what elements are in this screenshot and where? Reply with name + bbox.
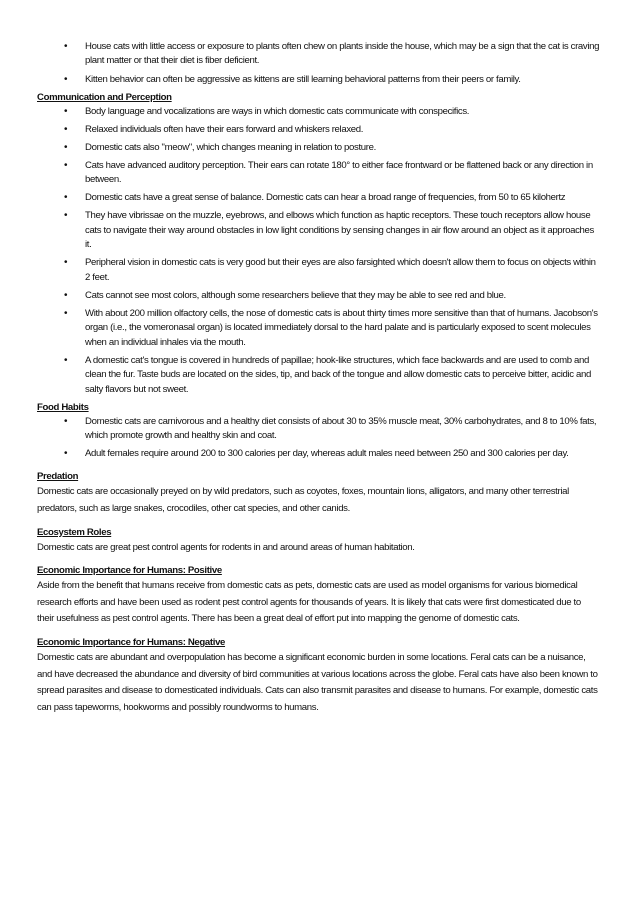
list-item: • Kitten behavior can often be aggressive as kittens are still learning behavioral patterns from their peers or family.	[37, 73, 600, 87]
document-page	[37, 40, 600, 716]
food-bullet-list	[37, 415, 600, 462]
predation-paragraph: Domestic cats are occasionally preyed on by wild predators, such as coyotes, foxes, mountain lions, alligators, and many other terrestrial predators, such as large snakes, crocodiles, other cat species, and other canids.	[37, 486, 569, 514]
list-item: • Relaxed individuals often have their ears forward and whiskers relaxed.	[37, 123, 600, 137]
list-item: • Domestic cats also "meow", which changes meaning in relation to posture.	[37, 141, 600, 155]
list-item: • Body language and vocalizations are ways in which domestic cats communicate with conspecifics.	[37, 105, 600, 119]
list-item: • Adult females require around 200 to 300 calories per day, whereas adult males need between 250 and 300 calories per day.	[37, 447, 600, 461]
list-item: • Cats cannot see most colors, although some researchers believe that they may be able to see red and blue.	[37, 289, 600, 303]
economic-negative-paragraph: Domestic cats are abundant and overpopulation has become a significant economic burden in some locations. Feral cats can be a nuisance, and have decreased the abundance and diversity of bird communities at various locations across the globe. Feral cats have also been known to spread parasites and disease to domesticated individuals. Cats can also transmit parasites and disease to humans. For example, domestic cats can pass tapeworms, hookworms and possibly roundworms to humans.	[37, 651, 598, 713]
ecosystem-paragraph: Domestic cats are great pest control agents for rodents in and around areas of human habitation.	[37, 541, 415, 553]
list-item: • Domestic cats have a great sense of balance. Domestic cats can hear a broad range of frequencies, from 50 to 65 kilohertz	[37, 191, 600, 205]
list-item: • They have vibrissae on the muzzle, eyebrows, and elbows which function as haptic receptors. These touch receptors allow house cats to navigate their way around obstacles in low light conditions by sensing changes in air flow around an object as it approaches it.	[37, 209, 600, 252]
list-item: • A domestic cat's tongue is covered in hundreds of papillae; hook-like structures, which face backwards and are used to comb and clean the fur. Taste buds are located on the sides, tip, and back of the tongue and allow domestic cats to perceive bitter, acidic and salty flavors but not sweet.	[37, 354, 600, 397]
section-heading-communication: Communication and Perception	[37, 91, 172, 103]
economic-positive-paragraph: Aside from the benefit that humans receive from domestic cats as pets, domestic cats are used as model organisms for various biomedical research efforts and have been used as rodent pest control agents for thousands of years. It is likely that cats were first domesticated due to their usefulness as pest control agents. There has been a great deal of effort put into mapping the genome of domestic cats.	[37, 580, 581, 625]
section-heading-ecosystem-roles: Ecosystem Roles	[37, 526, 112, 538]
list-item: • Peripheral vision in domestic cats is very good but their eyes are also farsighted which doesn't allow them to focus on objects within 2 feet.	[37, 256, 600, 285]
list-item: • Cats have advanced auditory perception. Their ears can rotate 180° to either face frontward or be flattened back or any direction in between.	[37, 159, 600, 188]
section-heading-economic-negative: Economic Importance for Humans: Negative	[37, 636, 226, 648]
section-heading-economic-positive: Economic Importance for Humans: Positive	[37, 565, 222, 577]
intro-bullet-list	[37, 40, 600, 87]
list-item: • House cats with little access or exposure to plants often chew on plants inside the house, which may be a sign that the cat is craving plant matter or that their diet is fiber deficient.	[37, 40, 600, 69]
section-heading-food-habits: Food Habits	[37, 401, 89, 413]
section-heading-predation: Predation	[37, 471, 79, 483]
list-item: • With about 200 million olfactory cells, the nose of domestic cats is about thirty times more sensitive than that of humans. Jacobson's organ (i.e., the vomeronasal organ) is located immediately dorsal to the hard palate and is particularly exposed to scent molecules when an individual inhales via the mouth.	[37, 307, 600, 350]
communication-bullet-list	[37, 105, 600, 398]
list-item: • Domestic cats are carnivorous and a healthy diet consists of about 30 to 35% muscle meat, 30% carbohydrates, and 8 to 10% fats, which promote growth and healthy skin and coat.	[37, 415, 600, 444]
